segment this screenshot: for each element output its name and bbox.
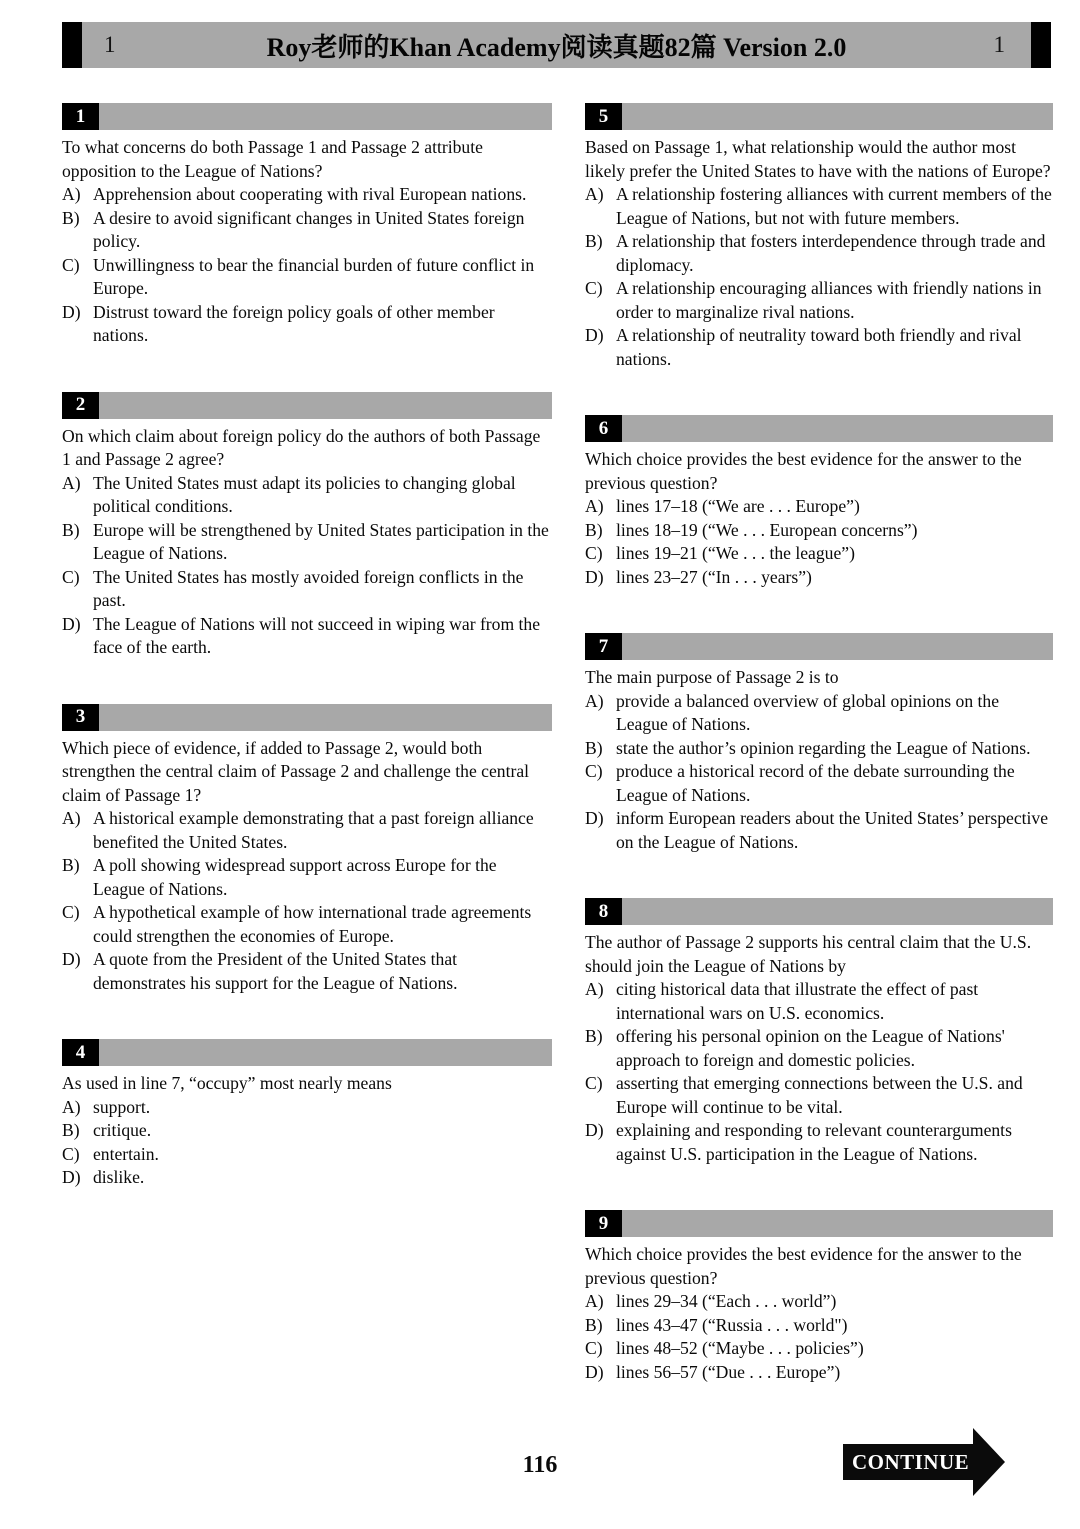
- options-list: [62, 472, 552, 660]
- option-text: offering his personal opinion on the League of Nations' approach to foreign and domestic policies.: [616, 1026, 1005, 1070]
- option-letter: C): [585, 543, 603, 563]
- option-text: lines 43–47 (“Russia . . . world"): [616, 1314, 848, 1335]
- option-letter: D): [62, 949, 81, 969]
- option-row: [62, 1143, 552, 1167]
- option-text: state the author’s opinion regarding the League of Nations.: [616, 737, 1031, 758]
- question-number-badge: 9: [585, 1210, 622, 1237]
- option-text: A poll showing widespread support across Europe for the League of Nations.: [93, 855, 497, 899]
- option-text: A quote from the President of the United States that demonstrates his support for the League of Nations.: [93, 949, 458, 993]
- option-letter: C): [585, 278, 603, 298]
- question-stem: The main purpose of Passage 2 is to: [585, 667, 839, 687]
- option-letter: A): [585, 690, 604, 711]
- option-row: [585, 1072, 1053, 1119]
- question-number-badge: 7: [585, 633, 622, 660]
- option-letter: A): [62, 1096, 81, 1117]
- option-row: [62, 901, 552, 948]
- option-letter: D): [62, 613, 81, 634]
- option-row: [585, 519, 1053, 543]
- option-letter: B): [585, 737, 603, 758]
- option-text: lines 56–57 (“Due . . . Europe”): [616, 1361, 841, 1382]
- options-list: [62, 183, 552, 348]
- option-letter: D): [585, 808, 604, 828]
- question-header-bar: [62, 704, 552, 731]
- options-list: [585, 1290, 1053, 1384]
- option-letter: C): [62, 902, 80, 922]
- question-block: [62, 392, 552, 660]
- option-text: inform European readers about the United States’ perspective on the League of Nations.: [616, 808, 1049, 852]
- options-list: [62, 1096, 552, 1190]
- option-letter: B): [585, 231, 603, 251]
- option-letter: A): [585, 1291, 604, 1311]
- option-text: A relationship encouraging alliances with friendly nations in order to marginalize rival nations.: [616, 278, 1042, 322]
- option-row: [62, 948, 552, 995]
- question-block: [62, 103, 552, 348]
- option-text: A desire to avoid significant changes in United States foreign policy.: [93, 207, 525, 251]
- option-row: [585, 1337, 1053, 1361]
- option-row: [585, 807, 1053, 854]
- option-row: [62, 1119, 552, 1143]
- question-block: [62, 1039, 552, 1190]
- option-letter: B): [62, 855, 80, 875]
- option-row: [585, 566, 1053, 590]
- question-number-badge: 2: [62, 392, 99, 419]
- option-letter: D): [585, 325, 604, 345]
- option-text: lines 18–19 (“We . . . European concerns”): [616, 519, 918, 540]
- right-column: [585, 103, 1053, 1428]
- page-header-bar: [62, 22, 1051, 68]
- option-letter: C): [585, 1338, 603, 1358]
- option-row: [585, 542, 1053, 566]
- option-text: Apprehension about cooperating with rival European nations.: [93, 184, 527, 204]
- option-letter: A): [585, 496, 604, 516]
- header-left-section-number: 1: [104, 32, 116, 57]
- option-letter: C): [585, 1073, 603, 1093]
- option-row: [585, 277, 1053, 324]
- option-row: [585, 1290, 1053, 1314]
- option-text: The League of Nations will not succeed in wiping war from the face of the earth.: [93, 613, 541, 657]
- option-row: [585, 737, 1053, 761]
- option-row: [62, 1166, 552, 1190]
- page-number: 116: [522, 1452, 558, 1478]
- option-text: lines 19–21 (“We . . . the league”): [616, 543, 855, 563]
- header-right-black-cap: [1031, 22, 1051, 68]
- option-letter: D): [62, 301, 81, 322]
- question-number-badge: 1: [62, 103, 99, 130]
- question-number-badge: 3: [62, 704, 99, 731]
- question-stem: The author of Passage 2 supports his central claim that the U.S. should join the League of Nations by: [585, 932, 1032, 976]
- option-text: A relationship of neutrality toward both friendly and rival nations.: [616, 325, 1022, 369]
- option-letter: B): [585, 1026, 603, 1046]
- option-row: [585, 495, 1053, 519]
- option-letter: B): [585, 519, 603, 540]
- question-number-badge: 4: [62, 1039, 99, 1066]
- question-stem: Which choice provides the best evidence for the answer to the previous question?: [585, 1244, 1022, 1288]
- option-letter: A): [585, 184, 604, 204]
- option-row: [585, 978, 1053, 1025]
- question-block: [585, 633, 1053, 854]
- option-text: A historical example demonstrating that a past foreign alliance benefited the United States.: [93, 808, 534, 852]
- option-row: [62, 566, 552, 613]
- question-block: [585, 415, 1053, 589]
- option-row: [62, 472, 552, 519]
- option-text: Europe will be strengthened by United States participation in the League of Nations.: [93, 519, 549, 563]
- question-header-bar: [62, 392, 552, 419]
- option-text: A hypothetical example of how international trade agreements could strengthen the economies of Europe.: [93, 902, 532, 946]
- option-row: [62, 613, 552, 660]
- continue-label: CONTINUE: [843, 1444, 973, 1480]
- question-number-badge: 6: [585, 415, 622, 442]
- question-header-bar: [62, 1039, 552, 1066]
- option-text: Distrust toward the foreign policy goals of other member nations.: [93, 301, 495, 345]
- option-letter: C): [585, 761, 603, 781]
- question-block: [585, 1210, 1053, 1384]
- option-text: entertain.: [93, 1143, 159, 1164]
- option-row: [585, 1361, 1053, 1385]
- question-stem: Which piece of evidence, if added to Passage 2, would both strengthen the central claim of Passage 2 and challenge the central claim of Passage 1?: [62, 737, 530, 805]
- option-letter: B): [62, 1120, 80, 1140]
- option-letter: A): [62, 184, 81, 204]
- question-header-bar: [62, 103, 552, 130]
- option-row: [585, 183, 1053, 230]
- left-column: [62, 103, 552, 1234]
- options-list: [585, 978, 1053, 1166]
- options-list: [62, 807, 552, 995]
- option-row: [585, 230, 1053, 277]
- question-stem: As used in line 7, “occupy” most nearly means: [62, 1073, 392, 1093]
- question-header-bar: [585, 103, 1053, 130]
- option-row: [62, 519, 552, 566]
- question-stem: Which choice provides the best evidence for the answer to the previous question?: [585, 449, 1022, 493]
- question-block: [62, 704, 552, 996]
- option-text: lines 17–18 (“We are . . . Europe”): [616, 496, 860, 516]
- option-letter: A): [585, 979, 604, 999]
- option-text: lines 29–34 (“Each . . . world”): [616, 1291, 837, 1311]
- option-letter: D): [585, 566, 604, 587]
- option-row: [585, 324, 1053, 371]
- option-letter: D): [585, 1361, 604, 1382]
- question-header-bar: [585, 633, 1053, 660]
- option-letter: B): [62, 519, 80, 540]
- option-row: [62, 301, 552, 348]
- option-text: asserting that emerging connections between the U.S. and Europe will continue to be vital.: [616, 1073, 1023, 1117]
- option-row: [62, 854, 552, 901]
- question-header-bar: [585, 898, 1053, 925]
- question-stem: To what concerns do both Passage 1 and Passage 2 attribute opposition to the League of Nations?: [62, 137, 483, 181]
- option-row: [585, 1119, 1053, 1166]
- question-header-bar: [585, 1210, 1053, 1237]
- page-title: Roy老师的Khan Academy阅读真题82篇 Version 2.0: [266, 32, 847, 62]
- option-text: critique.: [93, 1120, 152, 1140]
- option-letter: C): [62, 1143, 80, 1164]
- option-text: dislike.: [93, 1167, 145, 1187]
- option-text: The United States must adapt its policies to changing global political conditions.: [93, 472, 516, 516]
- option-row: [585, 1314, 1053, 1338]
- options-list: [585, 183, 1053, 371]
- option-letter: D): [62, 1167, 81, 1187]
- option-row: [585, 760, 1053, 807]
- option-letter: B): [585, 1314, 603, 1335]
- option-text: The United States has mostly avoided foreign conflicts in the past.: [93, 566, 524, 610]
- option-text: lines 48–52 (“Maybe . . . policies”): [616, 1338, 864, 1358]
- option-row: [62, 1096, 552, 1120]
- question-stem: On which claim about foreign policy do the authors of both Passage 1 and Passage 2 agree?: [62, 425, 541, 469]
- question-block: [585, 103, 1053, 371]
- option-row: [62, 183, 552, 207]
- option-text: A relationship that fosters interdependence through trade and diplomacy.: [616, 231, 1046, 275]
- option-letter: C): [62, 566, 80, 587]
- option-row: [62, 807, 552, 854]
- option-row: [62, 207, 552, 254]
- option-letter: A): [62, 472, 81, 493]
- options-list: [585, 495, 1053, 589]
- option-text: citing historical data that illustrate the effect of past international wars on U.S. economics.: [616, 979, 979, 1023]
- option-text: support.: [93, 1096, 151, 1117]
- continue-arrow-icon: [973, 1428, 1005, 1496]
- question-stem: Based on Passage 1, what relationship would the author most likely prefer the United States to have with the nations of Europe?: [585, 137, 1051, 181]
- header-right-section-number: 1: [993, 32, 1005, 57]
- header-left-black-cap: [62, 22, 82, 68]
- option-text: A relationship fostering alliances with current members of the League of Nations, but not with future members.: [616, 184, 1052, 228]
- option-text: lines 23–27 (“In . . . years”): [616, 566, 812, 587]
- option-letter: D): [585, 1120, 604, 1140]
- question-number-badge: 5: [585, 103, 622, 130]
- question-number-badge: 8: [585, 898, 622, 925]
- option-row: [585, 690, 1053, 737]
- option-row: [62, 254, 552, 301]
- question-block: [585, 898, 1053, 1166]
- continue-button: [843, 1428, 1005, 1496]
- option-text: produce a historical record of the debate surrounding the League of Nations.: [616, 761, 1015, 805]
- option-letter: C): [62, 254, 80, 275]
- option-text: Unwillingness to bear the financial burden of future conflict in Europe.: [93, 254, 535, 298]
- option-text: explaining and responding to relevant counterarguments against U.S. participation in the League of Nations.: [616, 1120, 1012, 1164]
- option-letter: B): [62, 207, 80, 228]
- option-text: provide a balanced overview of global opinions on the League of Nations.: [616, 690, 1000, 734]
- question-header-bar: [585, 415, 1053, 442]
- option-letter: A): [62, 808, 81, 828]
- option-row: [585, 1025, 1053, 1072]
- options-list: [585, 690, 1053, 855]
